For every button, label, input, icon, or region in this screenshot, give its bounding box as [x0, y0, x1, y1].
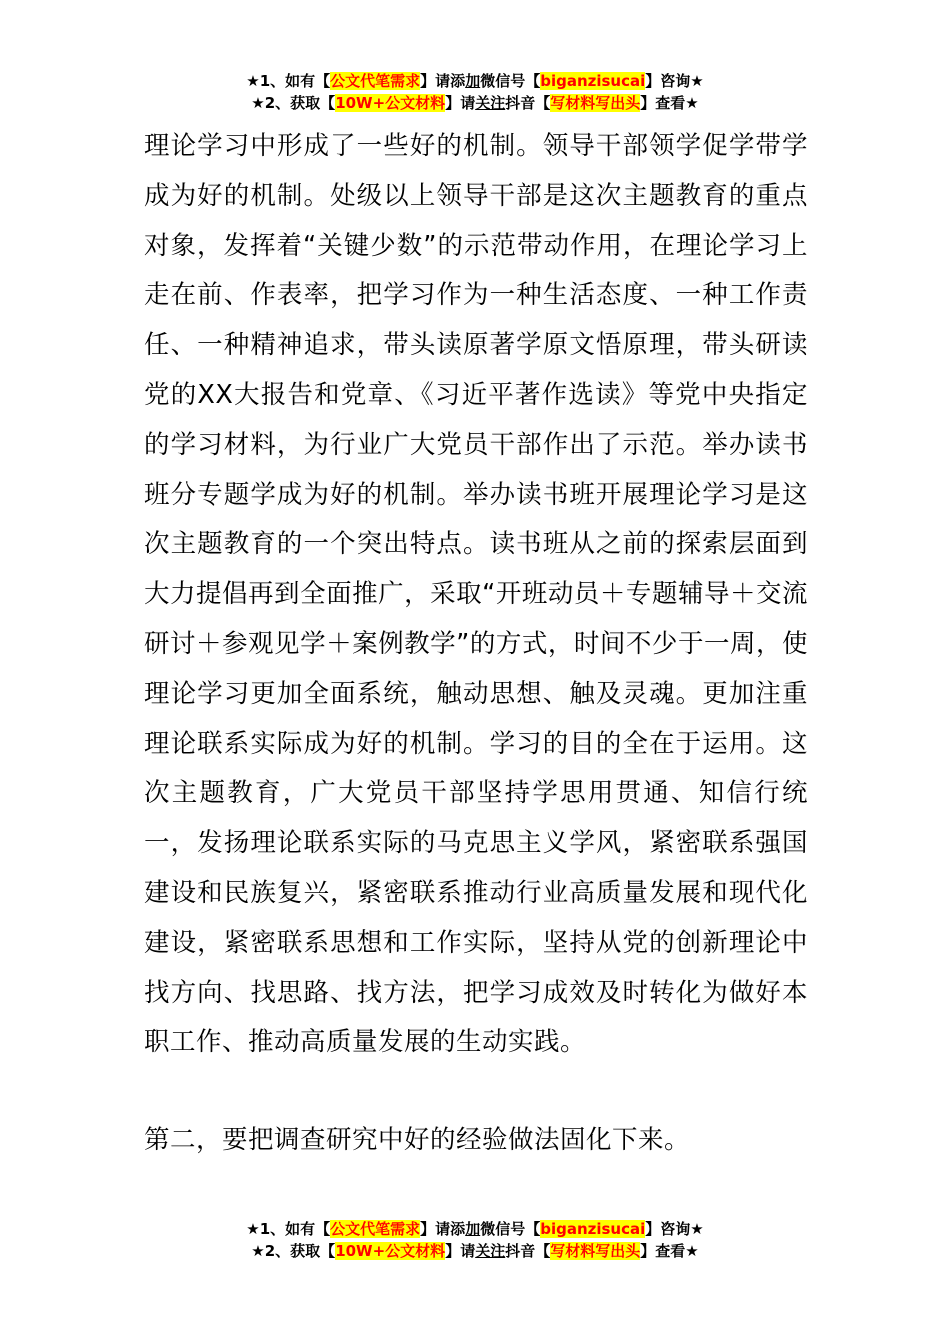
section-heading: 第二，要把调查研究中好的经验做法固化下来。 — [144, 1125, 691, 1155]
banner-text: 】请添 — [420, 72, 466, 90]
banner-underline: 加 — [465, 1220, 481, 1238]
banner-highlight: biganzisucai — [540, 1220, 646, 1238]
banner-highlight: 写材料写出头 — [550, 94, 641, 112]
banner-highlight: 公文代笔需求 — [330, 1220, 421, 1238]
banner-text: ★2、获取【 — [251, 1242, 336, 1260]
banner-text: 抖音【 — [505, 1242, 551, 1260]
banner-highlight: 10W+公文材料 — [335, 94, 446, 112]
banner-underline: 加 — [465, 72, 481, 90]
banner-text: 】查看★ — [640, 94, 699, 112]
banner-line-2 — [0, 92, 950, 114]
banner-highlight: biganzisucai — [540, 72, 646, 90]
banner-underline: 关注 — [475, 1242, 506, 1260]
banner-text: 】请 — [445, 1242, 476, 1260]
banner-underline: 关注 — [475, 94, 506, 112]
banner-text: 微信号【 — [480, 72, 541, 90]
banner-text: 】咨询★ — [645, 72, 704, 90]
banner-text: ★1、如有【 — [246, 1220, 331, 1238]
banner-highlight: 公文代笔需求 — [330, 72, 421, 90]
header-banner — [0, 70, 950, 114]
banner-highlight: 写材料写出头 — [550, 1242, 641, 1260]
banner-text: 】请添 — [420, 1220, 466, 1238]
banner-text: 微信号【 — [480, 1220, 541, 1238]
banner-text: 】咨询★ — [645, 1220, 704, 1238]
banner-text: 抖音【 — [505, 94, 551, 112]
banner-highlight: 10W+公文材料 — [335, 1242, 446, 1260]
banner-line-1 — [0, 70, 950, 92]
footer-banner — [0, 1218, 950, 1262]
banner-line-2 — [0, 1240, 950, 1262]
banner-text: 】请 — [445, 94, 476, 112]
banner-line-1 — [0, 1218, 950, 1240]
banner-text: 】查看★ — [640, 1242, 699, 1260]
banner-text: ★1、如有【 — [246, 72, 331, 90]
document-body — [144, 122, 808, 1068]
banner-text: ★2、获取【 — [251, 94, 336, 112]
body-paragraph: 理论学习中形成了一些好的机制。领导干部领学促学带学成为好的机制。处级以上领导干部是这次主题教育的重点对象，发挥着“关键少数”的示范带动作用，在理论学习上走在前、作表率，把学习作为一种生活态度、一种工作责任、一种精神追求，带头读原著学原文悟原理，带头研读党的XX大报告和党章、《习近平著作选读》等党中央指定的学习材料，为行业广大党员干部作出了示范。举办读书班分专题学成为好的机制。举办读书班开展理论学习是这次主题教育的一个突出特点。读书班从之前的探索层面到大力提倡再到全面推广，采取“开班动员＋专题辅导＋交流研讨＋参观见学＋案例教学”的方式，时间不少于一周，使理论学习更加全面系统，触动思想、触及灵魂。更加注重理论联系实际成为好的机制。学习的目的全在于运用。这次主题教育，广大党员干部坚持学思用贯通、知信行统一，发扬理论联系实际的马克思主义学风，紧密联系强国建设和民族复兴，紧密联系推动行业高质量发展和现代化建设，紧密联系思想和工作实际，坚持从党的创新理论中找方向、找思路、找方法，把学习成效及时转化为做好本职工作、推动高质量发展的生动实践。 — [144, 131, 808, 1058]
